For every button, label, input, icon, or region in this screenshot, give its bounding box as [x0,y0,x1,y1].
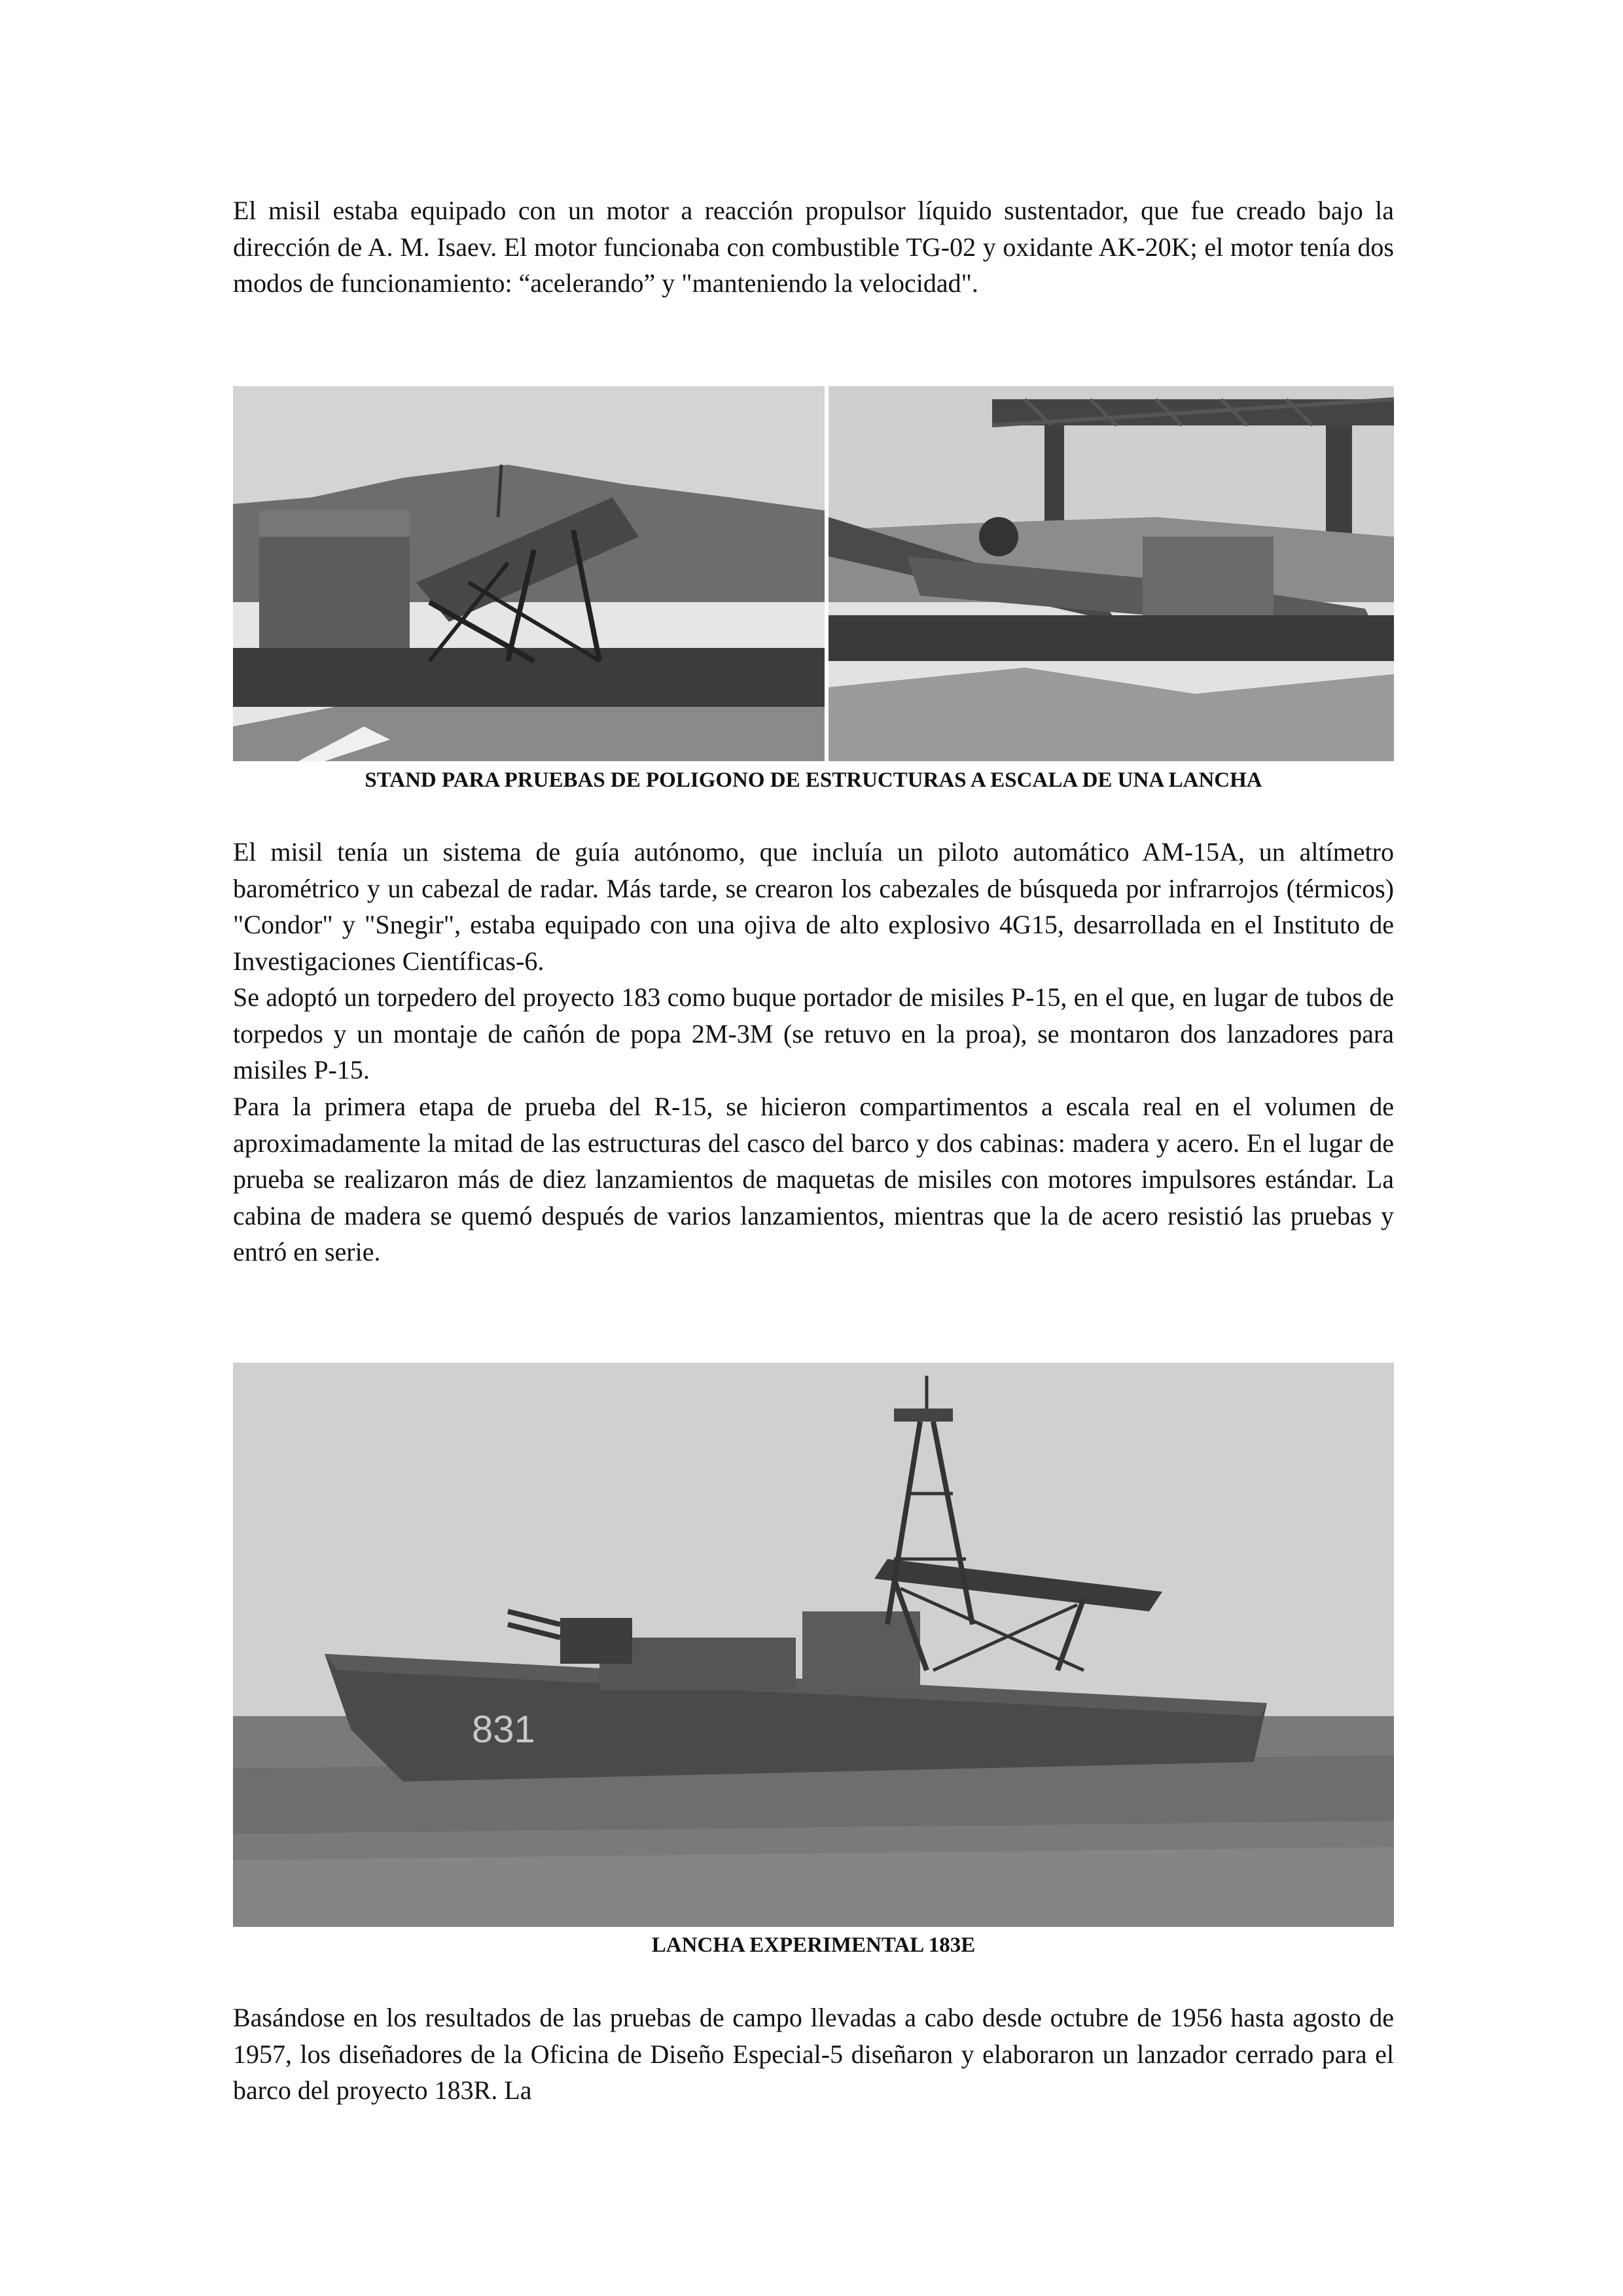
photo-stand-left [233,386,825,761]
hull-number: 831 [472,1708,535,1751]
paragraph-engine: El misil estaba equipado con un motor a reacción propulsor líquido sustentador, que fue creado bajo la dirección de A. M. Isaev. El motor funcionaba con combustible TG-02 y oxidante AK-20K; el motor tenía dos modos de funcionamiento: “acelerando” y "manteniendo la velocidad". [233,196,1394,298]
paragraph-testing: Para la primera etapa de prueba del R-15, se hicieron compartimentos a escala real en el volumen de aproximadamente la mitad de las estructuras del casco del barco y dos cabinas: madera y acero. En el lugar de prueba se realizaron más de diez lanzamientos de maquetas de misiles con motores impulsores estándar. La cabina de madera se quemó después de varios lanzamientos, mientras que la de acero resistió las pruebas y entró en serie. [233,1092,1394,1267]
boat-image [233,1363,1394,1927]
paragraph-carrier: Se adoptó un torpedero del proyecto 183 como buque portador de misiles P-15, en el que, en lugar de tubos de torpedos y un montaje de cañón de popa 2M-3M (se retuvo en la proa), se montaron dos lanzadores para misiles P-15. [233,982,1394,1085]
photo-stand-right [829,386,1394,761]
stand-right-image [829,386,1394,761]
photo-boat [233,1363,1394,1927]
caption-boat: LANCHA EXPERIMENTAL 183E [651,1933,976,1957]
caption-stand: STAND PARA PRUEBAS DE POLIGONO DE ESTRUCTURAS A ESCALA DE UNA LANCHA [365,768,1262,792]
stand-left-image [233,386,825,761]
paragraph-guidance: El misil tenía un sistema de guía autónomo, que incluía un piloto automático AM-15A, un altímetro barométrico y un cabezal de radar. Más tarde, se crearon los cabezales de búsqueda por infrarrojos (térmicos) "Condor" y "Snegir", estaba equipado con una ojiva de alto explosivo 4G15, desarrollada en el Instituto de Investigaciones Científicas-6. [233,837,1394,976]
paragraph-results: Basándose en los resultados de las pruebas de campo llevadas a cabo desde octubre de 1956 hasta agosto de 1957, los diseñadores de la Oficina de Diseño Especial-5 diseñaron y elaboraron un lanzador cerrado para el barco del proyecto 183R. La [233,2003,1394,2106]
